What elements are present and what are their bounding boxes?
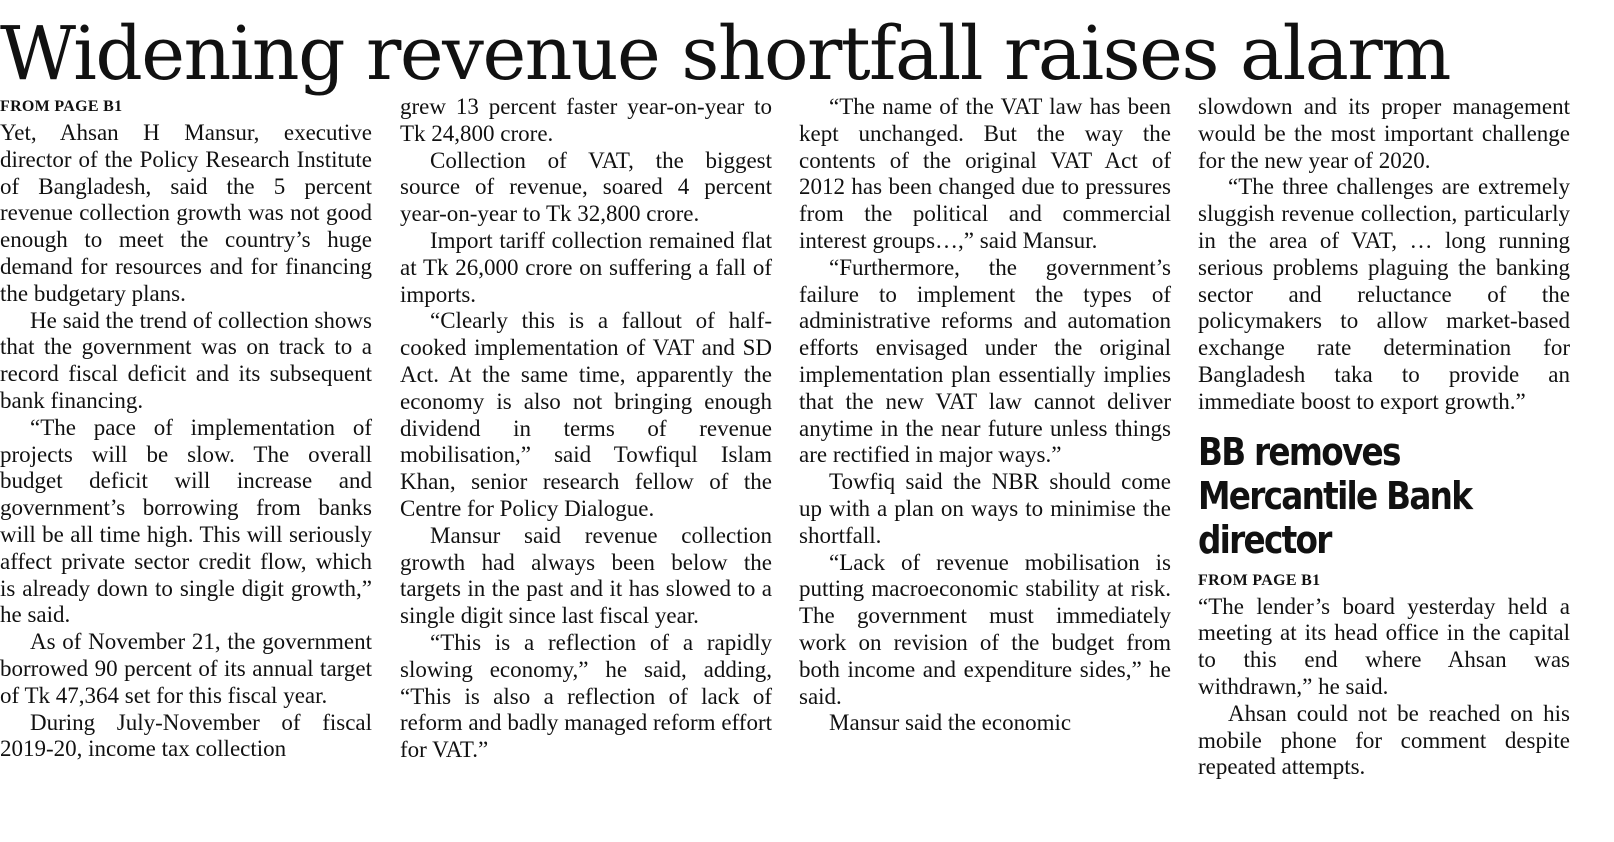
article-column-1 [0, 94, 372, 763]
paragraph: grew 13 percent faster year-on-year to Tk 24,800 crore. [400, 94, 772, 146]
paragraph: “This is a reflection of a rapidly slowing economy,” he said, adding, “This is also a reflection of lack of reform and badly managed reform effort for VAT.” [400, 629, 772, 763]
second-story [1198, 430, 1570, 782]
paragraph: Yet, Ahsan H Mansur, executive director of the Policy Research Institute of Bangladesh, said the 5 percent revenue collection growth was not good enough to meet the country’s huge demand for resources and for financing the budgetary plans. [0, 120, 372, 306]
article-column-4 [1198, 94, 1570, 781]
article-column-2 [400, 94, 772, 764]
paragraph: slowdown and its proper management would be the most important challenge for the new year of 2020. [1198, 94, 1570, 173]
paragraph: “Clearly this is a fallout of half-cooked implementation of VAT and SD Act. At the same time, apparently the economy is also not bringing enough dividend in terms of revenue mobilisation,” said Towfiqul Islam Khan, senior research fellow of the Centre for Policy Dialogue. [400, 308, 772, 521]
second-story-continued-label: FROM PAGE B1 [1198, 571, 1321, 589]
paragraph: “The name of the VAT law has been kept unchanged. But the way the contents of the original VAT Act of 2012 has been changed due to pressures from the political and commercial interest groups…,” said Mansur. [799, 94, 1171, 253]
paragraph: Towfiq said the NBR should come up with a plan on ways to minimise the shortfall. [799, 469, 1171, 548]
paragraph: As of November 21, the government borrowed 90 percent of its annual target of Tk 47,364 set for this fiscal year. [0, 629, 372, 708]
article-column-3 [799, 94, 1171, 737]
paragraph: During July-November of fiscal 2019-20, income tax collection [0, 709, 372, 762]
paragraph: Mansur said revenue collection growth had always been below the targets in the past and it has slowed to a single digit since last fiscal year. [400, 522, 772, 629]
continued-from-label: FROM PAGE B1 [0, 98, 123, 115]
paragraph: Import tariff collection remained flat at Tk 26,000 crore on suffering a fall of imports. [400, 227, 772, 307]
paragraph: Mansur said the economic [829, 710, 1072, 736]
paragraph: Collection of VAT, the biggest source of revenue, soared 4 percent year-on-year to Tk 32,800 crore. [400, 147, 772, 227]
paragraph: “The pace of implementation of projects will be slow. The overall budget deficit will increase and government’s borrowing from banks will be all time high. This will seriously affect private sector credit flow, which is already down to single digit growth,” he said. [0, 414, 372, 628]
paragraph: He said the trend of collection shows that the government was on track to a record fiscal deficit and its subsequent bank financing. [0, 307, 372, 413]
main-headline: Widening revenue shortfall raises alarm [0, 11, 1450, 97]
paragraph: “Furthermore, the government’s failure to implement the types of administrative reforms and automation efforts envisaged under the original implementation plan essentially implies that the new VAT law cannot deliver anytime in the near future unless things are rectified in major ways.” [799, 254, 1171, 468]
paragraph: “Lack of revenue mobilisation is putting macroeconomic stability at risk. The government must immediately work on revision of the budget from both income and expenditure sides,” he said. [799, 549, 1171, 709]
paragraph: “The three challenges are extremely sluggish revenue collection, particularly in the area of VAT, … long running serious problems plaguing the banking sector and reluctance of the policymakers to allow market-based exchange rate determination for Bangladesh taka to provide an immediate boost to export growth.” [1198, 174, 1570, 414]
paragraph: “The lender’s board yesterday held a meeting at its head office in the capital to this end where Ahsan was withdrawn,” he said. [1198, 593, 1570, 699]
second-story-headline: BB removes Mercantile Bank director [1198, 429, 1472, 562]
paragraph: Ahsan could not be reached on his mobile phone for comment despite repeated attempts. [1198, 700, 1570, 780]
